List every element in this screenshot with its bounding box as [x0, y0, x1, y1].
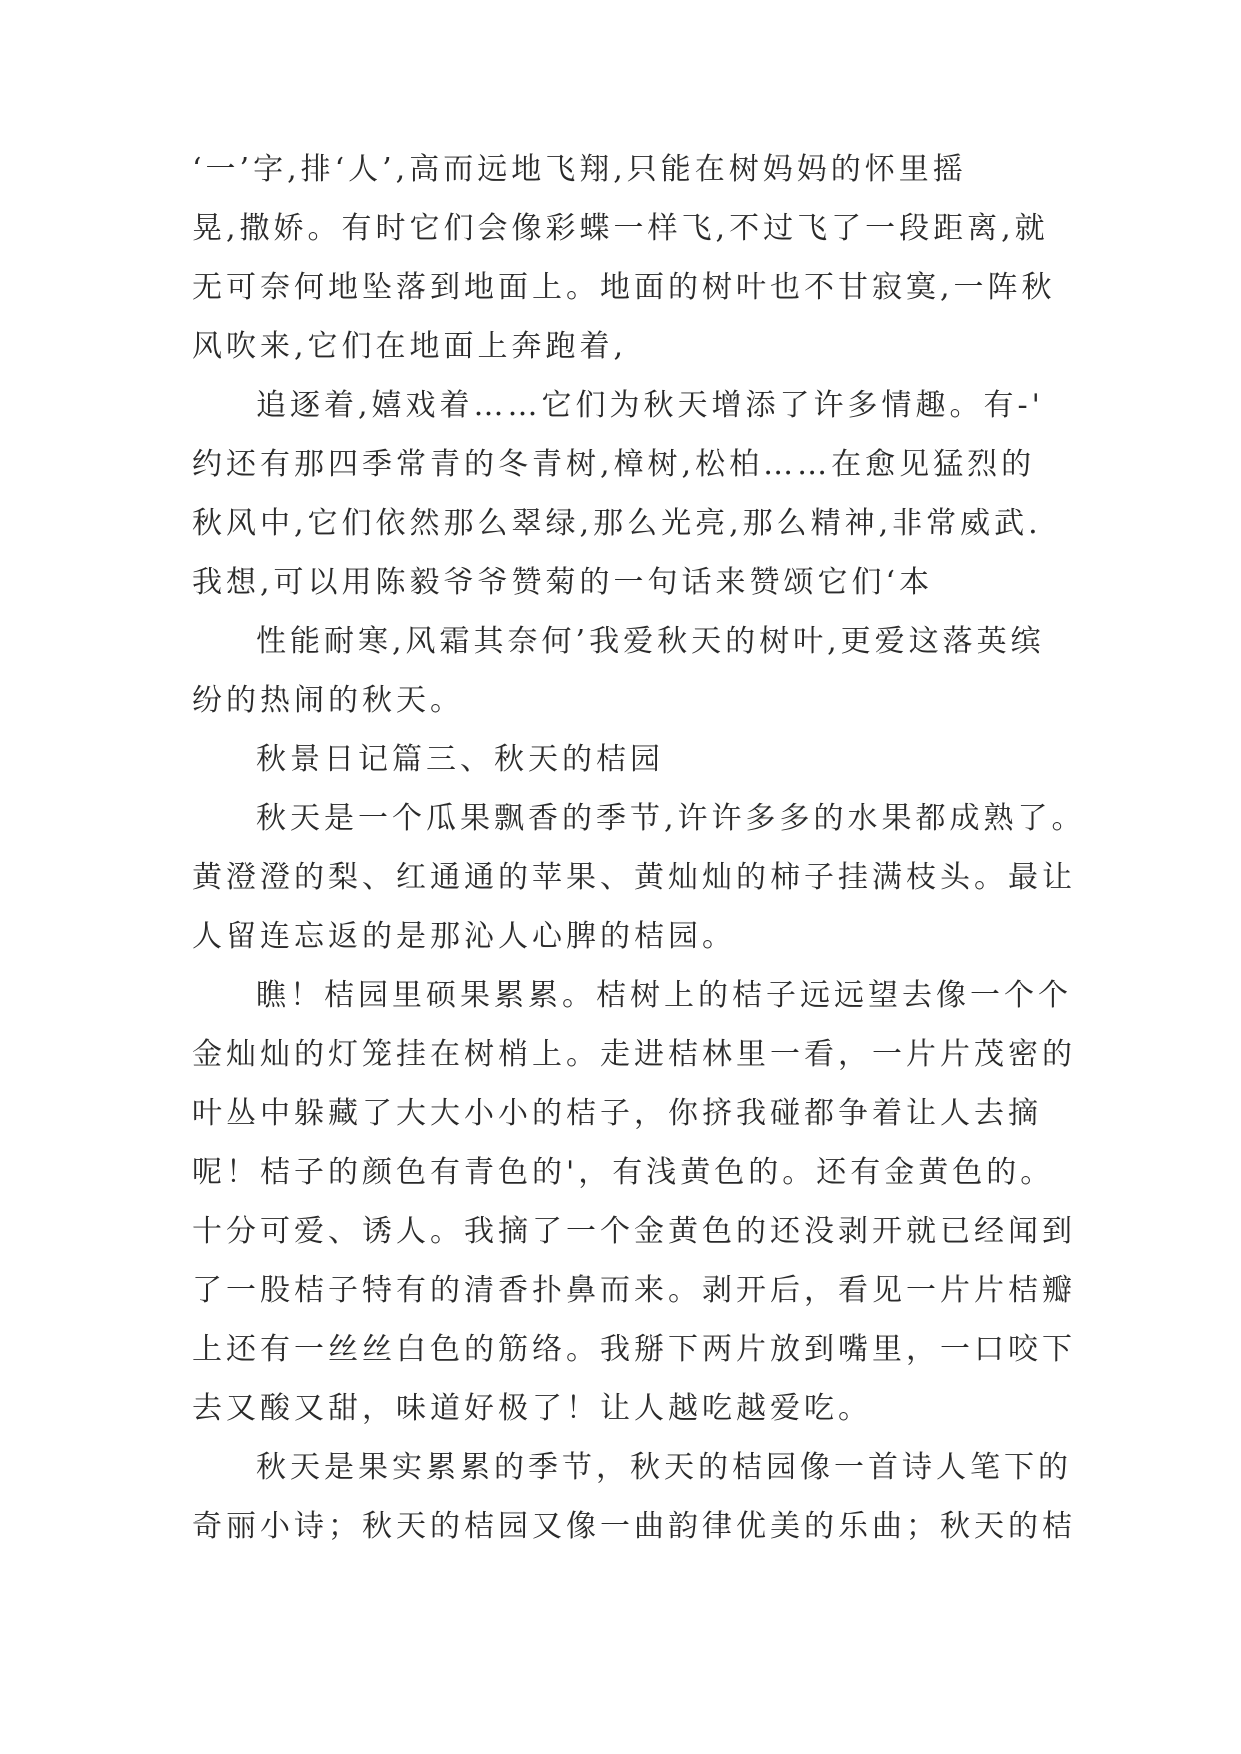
text-line: 秋风中,它们依然那么翠绿,那么光亮,那么精神,非常威武. [192, 506, 1042, 541]
paragraph-start: 瞧！桔园里硕果累累。桔树上的桔子远远望去像一个个 [256, 978, 1072, 1013]
section-heading: 秋景日记篇三、秋天的桔园 [256, 742, 664, 777]
text-line: 黄澄澄的梨、红通通的苹果、黄灿灿的柿子挂满枝头。最让 [192, 860, 1076, 895]
text-line: 人留连忘返的是那沁人心脾的桔园。 [192, 919, 736, 954]
text-line: 无可奈何地坠落到地面上。地面的树叶也不甘寂寞,一阵秋 [192, 270, 1056, 305]
text-line: 风吹来,它们在地面上奔跑着, [192, 329, 628, 364]
text-line: 我想,可以用陈毅爷爷赞菊的一句话来赞颂它们‘本 [192, 565, 934, 600]
text-line: 去又酸又甜，味道好极了！让人越吃越爱吃。 [192, 1391, 872, 1426]
text-line: 纷的热闹的秋天。 [192, 683, 464, 718]
text-line: ‘一’字,排‘人’,高而远地飞翔,只能在树妈妈的怀里摇 [192, 152, 967, 187]
paragraph-start: 秋天是果实累累的季节，秋天的桔园像一首诗人笔下的 [256, 1450, 1072, 1485]
text-line: 十分可爱、诱人。我摘了一个金黄色的还没剥开就已经闻到 [192, 1214, 1076, 1249]
text-line: 约还有那四季常青的冬青树,樟树,松柏……在愈见猛烈的 [192, 447, 1036, 482]
paragraph-start: 秋天是一个瓜果飘香的季节,许许多多的水果都成熟了。 [256, 801, 1086, 836]
paragraph-start: 追逐着,嬉戏着……它们为秋天增添了许多情趣。有-' [256, 388, 1044, 423]
text-line: 上还有一丝丝白色的筋络。我掰下两片放到嘴里，一口咬下 [192, 1332, 1076, 1367]
text-line: 叶丛中躲藏了大大小小的桔子，你挤我碰都争着让人去摘 [192, 1096, 1042, 1131]
text-line: 晃,撒娇。有时它们会像彩蝶一样飞,不过飞了一段距离,就 [192, 211, 1049, 246]
text-line: 呢！桔子的颜色有青色的'，有浅黄色的。还有金黄色的。 [192, 1155, 1055, 1190]
text-line: 奇丽小诗；秋天的桔园又像一曲韵律优美的乐曲；秋天的桔 [192, 1509, 1076, 1544]
text-line: 金灿灿的灯笼挂在树梢上。走进桔林里一看，一片片茂密的 [192, 1037, 1076, 1072]
paragraph-start: 性能耐寒,风霜其奈何’我爱秋天的树叶,更爱这落英缤 [256, 624, 1045, 659]
text-line: 了一股桔子特有的清香扑鼻而来。剥开后，看见一片片桔瓣 [192, 1273, 1076, 1308]
